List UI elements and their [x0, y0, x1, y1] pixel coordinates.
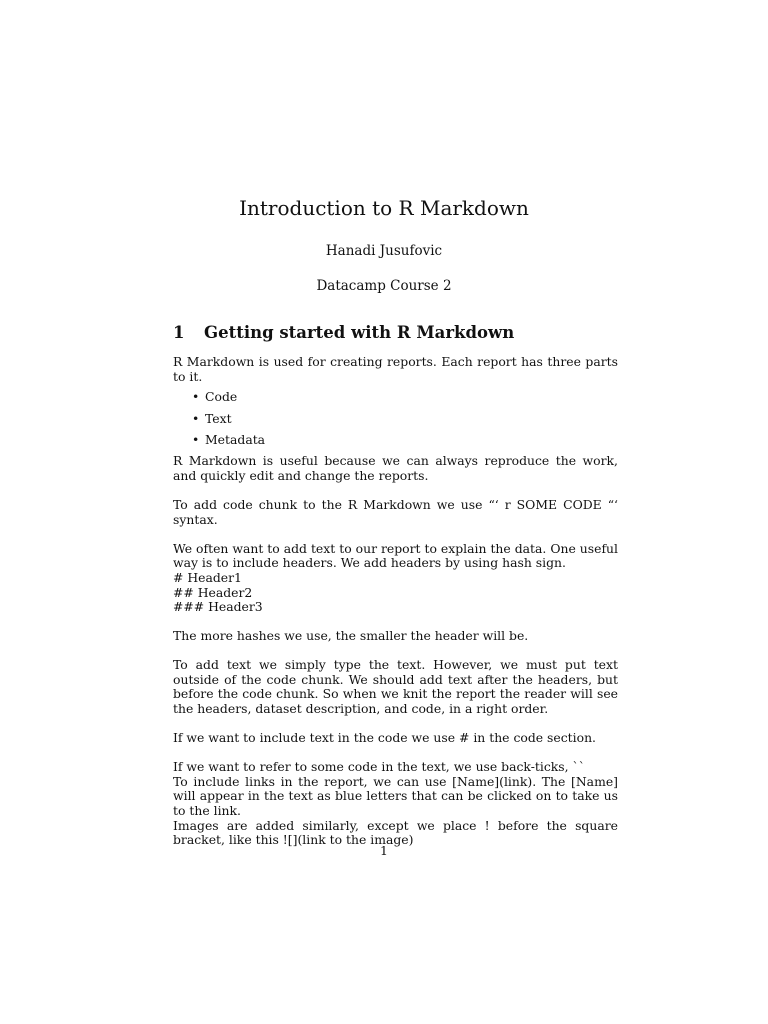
intro-paragraph: R Markdown is used for creating reports. Each report has three parts to it.	[173, 354, 618, 384]
list-item-text: Metadata	[205, 431, 266, 447]
header-example-line: # Header1	[173, 569, 242, 585]
paragraph-add-text: To add text we simply type the text. However, we must put text outside of the code chunk. We should add text after the headers, but before the code chunk. So when we knit the report the reader will see the headers, dataset description, and code, in a right order.	[173, 657, 618, 717]
paragraph-hashes: The more hashes we use, the smaller the header will be.	[173, 628, 529, 644]
list-item	[173, 390, 618, 405]
header-example-line: ### Header3	[173, 599, 263, 615]
paragraph-headers: We often want to add text to our report to explain the data. One useful way is to include headers. We add headers by using hash sign.	[173, 540, 618, 571]
list-item-text: Code	[205, 389, 238, 405]
bullet-marker: •	[192, 410, 200, 426]
bullet-marker: •	[192, 389, 200, 405]
paragraph-links: To include links in the report, we can use [Name](link). The [Name] will appear in the text as blue letters that can be clicked on to take us to the link.	[173, 773, 618, 819]
list-item	[173, 412, 618, 427]
paragraph-images: Images are added similarly, except we place ! before the square bracket, like this ![](link to the image)	[173, 817, 618, 848]
paragraph-code-comments: If we want to include text in the code we use # in the code section.	[173, 730, 596, 746]
document-title: Introduction to R Markdown	[239, 196, 529, 220]
bullet-list	[173, 390, 618, 447]
section-heading	[173, 323, 514, 342]
header-example-line: ## Header2	[173, 584, 253, 600]
document-date: Datacamp Course 2	[316, 278, 452, 294]
bullet-marker: •	[192, 431, 200, 447]
document-author: Hanadi Jusufovic	[325, 243, 443, 259]
page-number: 1	[380, 843, 388, 858]
paragraph-code-chunk: To add code chunk to the R Markdown we use “‘ r SOME CODE “‘ syntax.	[173, 497, 618, 527]
section-title: Getting started with R Markdown	[204, 323, 515, 342]
document-body	[173, 355, 618, 848]
list-item-text: Text	[205, 410, 232, 426]
paragraph-backticks: If we want to refer to some code in the text, we use back-ticks, ``	[173, 759, 585, 775]
paragraph-reproducibility: R Markdown is useful because we can always reproduce the work, and quickly edit and change the reports.	[173, 453, 618, 483]
list-item	[173, 433, 618, 448]
section-number: 1	[173, 323, 185, 342]
